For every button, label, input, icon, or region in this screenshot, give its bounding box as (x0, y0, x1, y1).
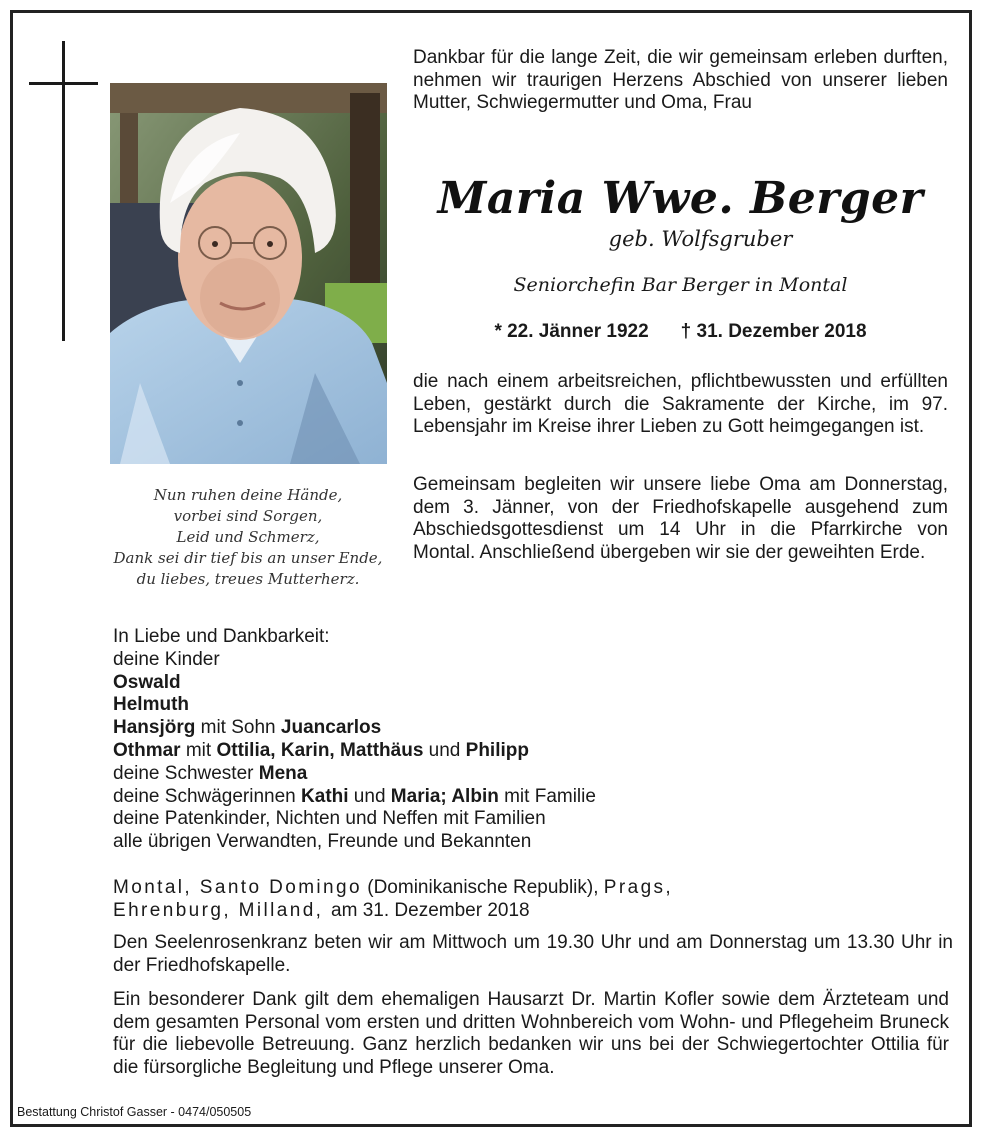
poem-line: du liebes, treues Mutterherz. (136, 570, 360, 588)
mourner-name: Oswald (113, 671, 181, 693)
mourner-name: Maria; Albin (390, 785, 499, 807)
cross-icon-bar (29, 82, 98, 85)
portrait-illustration (110, 83, 387, 464)
list-item (113, 717, 913, 740)
list-item (113, 740, 913, 763)
birth-date: * 22. Jänner 1922 (494, 321, 649, 342)
place-text: (Dominikanische Republik), (361, 877, 604, 898)
mourner-name: Philipp (465, 739, 529, 761)
undertaker-credit: Bestattung Christof Gasser - 0474/050505 (17, 1105, 252, 1119)
mourner-name: Juancarlos (280, 717, 382, 739)
poem-line: Nun ruhen deine Hände, (153, 486, 343, 504)
mourners-intro: In Liebe und Dankbarkeit: (113, 626, 330, 647)
thanks-text: Ein besonderer Dank gilt dem ehemaligen Hausarzt Dr. Martin Kofler sowie dem Ärzteteam und dem gesamten Personal vom ersten und dritten Wohnbereich vom Wohn- und Pflegeheim Bruneck für die liebevolle Betreuung. Ganz herzlich bedanken wir uns bei der Schwiegertochter Ottilia für die fürsorgliche Begleitung und Pflege unserer Oma. (113, 989, 949, 1078)
place-text: Montal, Santo Domingo (113, 877, 362, 898)
list-item (113, 786, 913, 809)
notice-date: am 31. Dezember 2018 (331, 900, 530, 921)
poem-line: Dank sei dir tief bis an unser Ende, (113, 549, 383, 567)
connector-text: und (348, 785, 391, 807)
connector-text: und (423, 739, 466, 761)
list-item (113, 763, 913, 786)
mourner-name: Ottilia, Karin, Matthäus (216, 739, 424, 761)
poem-line: Leid und Schmerz, (176, 528, 320, 546)
connector-text: mit Familie (498, 785, 596, 807)
mourners-list (113, 626, 913, 854)
places-and-date (113, 876, 953, 922)
poem (73, 485, 423, 590)
portrait-photo (110, 83, 387, 464)
mourner-name: Hansjörg (113, 717, 196, 739)
obituary-notice (10, 10, 972, 1127)
place-text: Ehrenburg, Milland, (113, 900, 332, 921)
life-dates (413, 319, 948, 345)
intro-text: Dankbar für die lange Zeit, die wir gemeinsam erleben durften, nehmen wir traurigen Herzens Abschied von unserer lieben Mutter, Schwiegermutter und Oma, Frau (413, 47, 948, 113)
place-text: Prags, (603, 877, 674, 898)
connector-text: mit Sohn (195, 717, 281, 739)
passing-text: die nach einem arbeitsreichen, pflichtbewussten und erfüllten Leben, gestärkt durch die Sakramente der Kirche, im 97. Lebensjahr im Kreise ihrer Lieben zu Gott heimgegangen ist. (413, 371, 948, 437)
cross-icon (62, 41, 65, 341)
rosary-text: Den Seelenrosenkranz beten wir am Mittwoch um 19.30 Uhr und am Donnerstag um 13.30 Uhr in der Friedhofskapelle. (113, 932, 953, 976)
connector-text: mit (180, 739, 217, 761)
funeral-text: Gemeinsam begleiten wir unsere liebe Oma am Donnerstag, dem 3. Jänner, von der Friedhofskapelle ausgehend zum Abschiedsgottesdienst um 14 Uhr in die Pfarrkirche von Montal. Anschließend übergeben wir sie der geweihten Erde. (413, 474, 948, 563)
mourner-name: Kathi (301, 785, 349, 807)
deceased-name: Maria Wwe. Berger (437, 173, 924, 224)
deceased-role: Seniorchefin Bar Berger in Montal (513, 274, 848, 296)
maiden-name: geb. Wolfsgruber (608, 227, 793, 251)
poem-line: vorbei sind Sorgen, (173, 507, 323, 525)
mourner-name: Mena (258, 762, 308, 784)
death-date: † 31. Dezember 2018 (680, 321, 867, 342)
children-label: deine Kinder (113, 648, 220, 670)
list-item: alle übrigen Verwandten, Freunde und Bekannten (113, 831, 532, 853)
relation-label: deine Schwägerinnen (113, 785, 302, 807)
mourner-name: Othmar (113, 739, 181, 761)
list-item: deine Patenkinder, Nichten und Neffen mit Familien (113, 808, 546, 830)
relation-label: deine Schwester (113, 762, 259, 784)
mourner-name: Helmuth (113, 694, 189, 716)
